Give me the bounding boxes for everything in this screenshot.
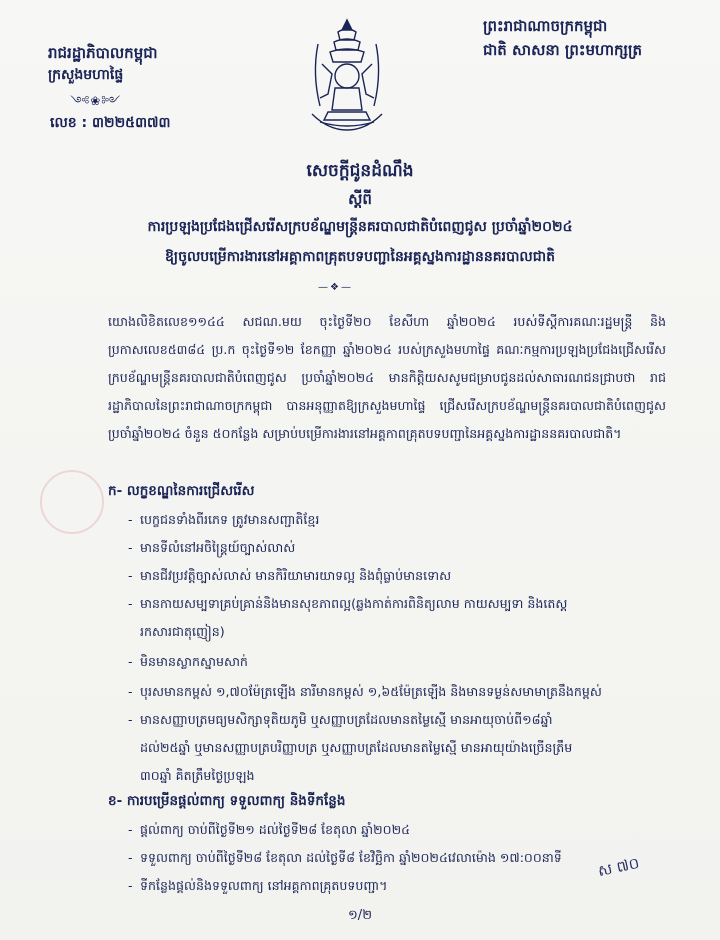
- ministry-name: ក្រសួងមហាផ្ទៃ: [48, 67, 124, 83]
- requirement-item-continued: ដល់២៥ឆ្នាំ ឬមានសញ្ញាបត្របរិញ្ញាបត្រ ឬសញ្ញាបត្រដែលមានតម្លៃស្មើ មានអាយុយ៉ាងច្រើនត្រឹម: [140, 740, 573, 755]
- national-motto: ជាតិ សាសនា ព្រះមហាក្សត្រ: [483, 41, 642, 59]
- kingdom-title: ព្រះរាជាណាចក្រកម្ពុជា: [483, 17, 608, 35]
- requirement-item-continued: រកសារជាតុញៀន): [140, 624, 225, 639]
- title-divider: —❖—: [318, 282, 353, 293]
- requirement-item: - បុរសមានកម្ពស់ ១,៧០ម៉ែត្រឡើង នារីមានកម្ពស់ ១,៦៥ម៉ែត្រឡើង និងមានទម្ងន់សមាមាត្រនឹងកម្ពស់: [128, 684, 602, 699]
- requirement-item: - មានជីវប្រវត្តិច្បាស់លាស់ មានកិរិយាមារយាទល្អ និងពុំធ្លាប់មានទោស: [128, 568, 452, 583]
- requirement-item: - មានសញ្ញាបត្រមធ្យមសិក្សាទុតិយភូមិ ឬសញ្ញាបត្រដែលមានតម្លៃស្មើ មានអាយុចាប់ពី១៨ឆ្នាំ: [128, 712, 553, 727]
- notice-subject-line-1: ការប្រឡងប្រជែងជ្រើសរើសក្របខ័ណ្ឌមន្ត្រីនគរបាលជាតិបំពេញជូស ប្រចាំឆ្នាំ២០២៤: [147, 219, 573, 235]
- requirement-item: - មានទីលំនៅអចិន្ត្រៃយ៍ច្បាស់លាស់: [128, 540, 296, 555]
- royal-emblem-icon: [298, 14, 396, 134]
- faded-stamp-icon: [40, 470, 104, 534]
- notice-title: សេចក្តីជូនដំណឹង: [306, 161, 414, 181]
- requirement-item: - មានកាយសម្បទាគ្រប់គ្រាន់និងមានសុខភាពល្អ(ឆ្លងកាត់ការពិនិត្យលាម កាយសម្បទា និងតេស្ត: [128, 596, 568, 611]
- section-a-heading: ក- លក្ខខណ្ឌនៃការជ្រើសរើស: [108, 483, 255, 499]
- document-number: លេខ : ៣២២៥៣៧៣: [50, 115, 171, 131]
- kingdom-header: [483, 14, 642, 62]
- ministry-header: [48, 42, 158, 86]
- government-name: រាជរដ្ឋាភិបាលកម្ពុជា: [48, 44, 158, 62]
- handwritten-initials: ស ៧០: [596, 853, 641, 881]
- notice-subject-label: ស្តីពី: [348, 190, 372, 208]
- requirement-item-continued: ៣០ឆ្នាំ គិតត្រឹមថ្ងៃប្រឡង: [140, 768, 255, 783]
- ornament: ༺❀༻: [70, 94, 122, 108]
- schedule-item: - ផ្តល់ពាក្យ ចាប់ពីថ្ងៃទី២១ ដល់ថ្ងៃទី២៨ ខែតុលា ឆ្នាំ២០២៤: [128, 822, 411, 837]
- schedule-item: - ទីកន្លែងផ្តល់និងទទួលពាក្យ នៅអគ្គកាពគ្រុតបទបញ្ជា។: [128, 878, 388, 893]
- notice-subject-line-2: ឱ្យចូលបម្រើការងារនៅអគ្គាកាពគ្រុតបទបញ្ជានៃអគ្គស្នងការដ្ឋាននគរបាលជាតិ: [165, 249, 555, 265]
- requirement-item: - មិនមានស្លាកស្នាមសាក់: [128, 654, 248, 669]
- schedule-item: - ទទួលពាក្យ ចាប់ពីថ្ងៃទី២៨ ខែតុលា ដល់ថ្ងៃទី៨ ខែវិច្ឆិកា ឆ្នាំ២០២៤វេលាម៉ោង ១៧:០០នាទី: [128, 850, 562, 865]
- page-number: ១/២: [347, 908, 373, 923]
- section-b-heading: ខ- ការបម្រើនផ្តល់ពាក្យ ទទួលពាក្យ និងទីកន្លែង: [108, 793, 346, 809]
- requirement-item: - បេក្ខជនទាំងពីរភេទ ត្រូវមានសញ្ជាតិខ្មែរ: [128, 512, 320, 527]
- notice-body: យោងលិខិតលេខ១១៤៤ សជណ.មយ ចុះថ្ងៃទី២០ ខែសីហា ឆ្នាំ២០២៤ របស់ទីស្តីការគណៈរដ្ឋមន្ត្រី និងប្រកាសលេខ៥៣៨៤ ប្រ.ក ចុះថ្ងៃទី១២ ខែកញ្ញា ឆ្នាំ២០២៤ របស់ក្រសួងមហាផ្ទៃ គណៈកម្មការប្រឡងប្រជែងជ្រើសរើសក្របខ័ណ្ឌមន្ត្រីនគរបាលជាតិបំពេញជូស ប្រចាំឆ្នាំ២០២៤ មានកិត្តិយសសូមជម្រាបជូនដល់សាធារណជនជ្រាបថា រាជរដ្ឋាភិបាលនៃព្រះរាជាណាចក្រកម្ពុជា បានអនុញ្ញាតឱ្យក្រសួងមហាផ្ទៃ ជ្រើសរើសក្របខ័ណ្ឌមន្ត្រីនគរបាលជាតិបំពេញជូស ប្រចាំឆ្នាំ២០២៤ ចំនួន ៥០កន្លែង សម្រាប់បម្រើការងារនៅអគ្គកាពគ្រុតបទបញ្ជានៃអគ្គស្នងការដ្ឋាននគរបាលជាតិ។: [108, 314, 666, 441]
